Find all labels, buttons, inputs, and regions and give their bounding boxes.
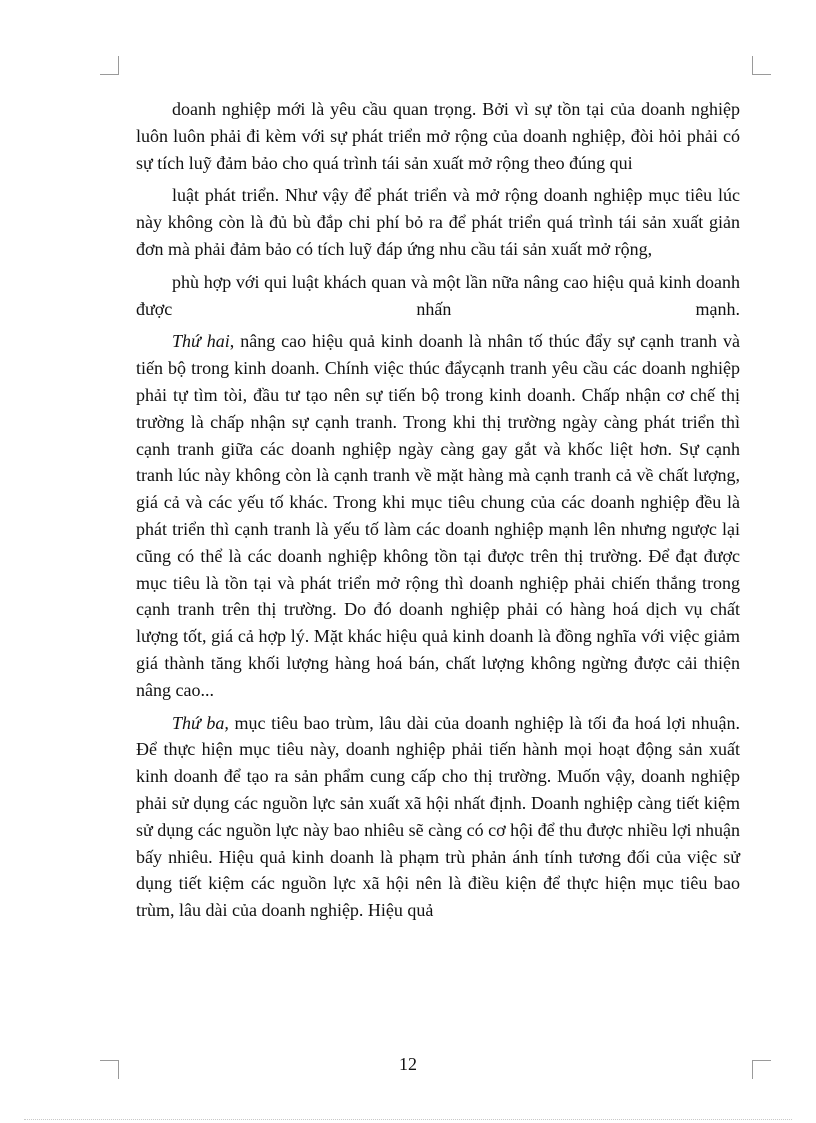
crop-mark-top-left	[100, 56, 119, 75]
paragraph-5-lead: Thứ ba,	[172, 712, 229, 733]
paragraph-4-text: , nâng cao hiệu quả kinh doanh là nhân tố thúc đẩy sự cạnh tranh và tiến bộ trong kinh doanh. Chính việc thúc đẩycạnh tranh yêu cầu các doanh nghiệp phải tự tìm tòi, đầu tư tạo nên sự tiến bộ trong kinh doanh. Chấp nhận cơ chế thị trường là chấp nhận sự cạnh tranh. Trong khi thị trường ngày càng phát triển thì cạnh tranh giữa các doanh nghiệp ngày càng gay gắt và khốc liệt hơn. Sự cạnh tranh lúc này không còn là cạnh tranh về mặt hàng mà cạnh tranh cả về chất lượng, giá cả và các yếu tố khác. Trong khi mục tiêu chung của các doanh nghiệp đều là phát triển thì cạnh tranh là yếu tố làm các doanh nghiệp mạnh lên nhưng ngược lại cũng có thể là các doanh nghiệp không tồn tại được trên thị trường. Để đạt được mục tiêu là tồn tại và phát triển mở rộng thì doanh nghiệp phải chiến thắng trong cạnh tranh trên thị trường. Do đó doanh nghiệp phải có hàng hoá dịch vụ chất lượng tốt, giá cả hợp lý. Mặt khác hiệu quả kinh doanh là đồng nghĩa với việc giảm giá thành tăng khối lượng hàng hoá bán, chất lượng không ngừng được cải thiện nâng cao...	[136, 331, 740, 700]
page-number: 12	[399, 1054, 417, 1074]
paragraph-5	[136, 710, 740, 924]
paragraph-3-text: phù hợp với qui luật khách quan và một lần nữa nâng cao hiệu quả kinh doanh được nhấn mạnh.	[136, 271, 740, 319]
paragraph-4-lead: Thứ hai	[172, 331, 230, 352]
paragraph-2	[136, 182, 740, 262]
paragraph-2-text: luật phát triển. Như vậy để phát triển và mở rộng doanh nghiệp mục tiêu lúc này không còn là đủ bù đắp chi phí bỏ ra để phát triển quá trình tái sản xuất giản đơn mà phải đảm bảo có tích luỹ đáp ứng nhu cầu tái sản xuất mở rộng,	[136, 185, 740, 259]
footer-dotted-rule	[24, 1119, 792, 1120]
paragraph-3	[136, 269, 740, 323]
paragraph-1	[136, 96, 740, 176]
paragraph-1-text: doanh nghiệp mới là yêu cầu quan trọng. Bởi vì sự tồn tại của doanh nghiệp luôn luôn phải đi kèm với sự phát triển mở rộng của doanh nghiệp, đòi hỏi phải có sự tích luỹ đảm bảo cho quá trình tái sản xuất mở rộng theo đúng qui	[136, 99, 740, 173]
body-text	[136, 96, 740, 930]
paragraph-5-text: mục tiêu bao trùm, lâu dài của doanh nghiệp là tối đa hoá lợi nhuận. Để thực hiện mục tiêu này, doanh nghiệp phải tiến hành mọi hoạt động sản xuất kinh doanh để tạo ra sản phẩm cung cấp cho thị trường. Muốn vậy, doanh nghiệp phải sử dụng các nguồn lực sản xuất xã hội nhất định. Doanh nghiệp càng tiết kiệm sử dụng các nguồn lực này bao nhiêu sẽ càng có cơ hội để thu được nhiều lợi nhuận bấy nhiêu. Hiệu quả kinh doanh là phạm trù phản ánh tính tương đối của việc sử dụng tiết kiệm các nguồn lực xã hội nên là điều kiện để thực hiện mục tiêu bao trùm, lâu dài của doanh nghiệp. Hiệu quả	[136, 712, 741, 921]
crop-mark-top-right	[752, 56, 771, 75]
paragraph-4	[136, 328, 740, 703]
